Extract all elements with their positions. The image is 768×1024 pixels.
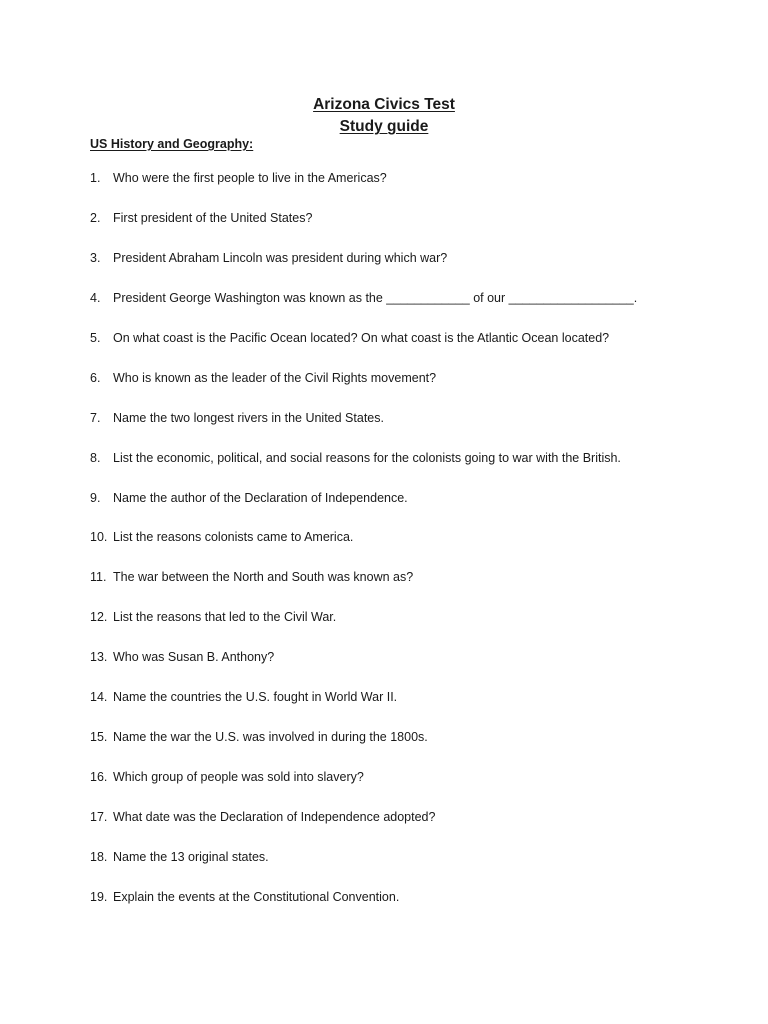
- question-text: Who is known as the leader of the Civil Rights movement?: [113, 370, 437, 385]
- question-item: [90, 649, 690, 689]
- question-item: [90, 729, 690, 769]
- question-number: 16.: [90, 770, 108, 785]
- section-heading: US History and Geography:: [90, 137, 254, 151]
- question-number: 8.: [90, 450, 101, 465]
- question-number: 6.: [90, 370, 101, 385]
- question-text: First president of the United States?: [113, 210, 313, 225]
- question-item: [90, 569, 690, 609]
- question-number: 5.: [90, 330, 101, 345]
- question-text: Which group of people was sold into slavery?: [113, 770, 364, 785]
- question-text: List the reasons that led to the Civil War.: [113, 610, 337, 625]
- question-item: [90, 410, 690, 450]
- question-number: 3.: [90, 250, 101, 265]
- question-item: [90, 889, 690, 929]
- question-item: [90, 769, 690, 809]
- question-text: President Abraham Lincoln was president during which war?: [113, 250, 448, 265]
- question-number: 12.: [90, 610, 108, 625]
- question-number: 17.: [90, 810, 108, 824]
- question-text: Name the war the U.S. was involved in during the 1800s.: [113, 730, 428, 745]
- title-block: [0, 94, 768, 138]
- question-list: [90, 170, 690, 929]
- question-item: [90, 370, 690, 410]
- question-number: 19.: [90, 889, 108, 904]
- question-text: Name the 13 original states.: [113, 849, 269, 864]
- question-number: 15.: [90, 730, 108, 745]
- question-item: [90, 689, 690, 729]
- question-text: List the economic, political, and social reasons for the colonists going to war with the British.: [113, 450, 621, 465]
- question-text: President George Washington was known as the ____________ of our __________________.: [113, 290, 638, 305]
- question-item: [90, 849, 690, 889]
- question-item: [90, 330, 690, 370]
- question-item: [90, 450, 690, 490]
- question-number: 10.: [90, 530, 108, 545]
- question-number: 18.: [90, 849, 108, 864]
- question-text: The war between the North and South was known as?: [113, 570, 414, 585]
- question-number: 1.: [90, 171, 101, 185]
- question-number: 11.: [90, 570, 107, 585]
- question-item: [90, 529, 690, 569]
- question-number: 7.: [90, 410, 101, 425]
- question-item: [90, 290, 690, 330]
- question-text: List the reasons colonists came to America.: [113, 530, 354, 545]
- question-item: [90, 250, 690, 290]
- question-number: 4.: [90, 290, 101, 305]
- question-item: [90, 609, 690, 649]
- question-item: [90, 809, 690, 849]
- question-text: On what coast is the Pacific Ocean located? On what coast is the Atlantic Ocean located?: [113, 330, 610, 345]
- question-number: 14.: [90, 690, 108, 705]
- question-number: 13.: [90, 650, 108, 665]
- question-text: Name the countries the U.S. fought in World War II.: [113, 690, 398, 705]
- question-item: [90, 170, 690, 210]
- question-item: [90, 490, 690, 530]
- document-title: Arizona Civics Test: [313, 96, 455, 113]
- document-subtitle: Study guide: [339, 118, 429, 135]
- question-text: Name the author of the Declaration of Independence.: [113, 490, 408, 505]
- question-text: Who were the first people to live in the Americas?: [113, 171, 387, 185]
- question-number: 2.: [90, 210, 101, 225]
- question-text: Name the two longest rivers in the United States.: [113, 410, 384, 425]
- question-text: Explain the events at the Constitutional Convention.: [113, 889, 400, 904]
- question-text: What date was the Declaration of Independence adopted?: [113, 810, 436, 824]
- question-text: Who was Susan B. Anthony?: [113, 650, 275, 665]
- question-item: [90, 210, 690, 250]
- question-number: 9.: [90, 490, 101, 505]
